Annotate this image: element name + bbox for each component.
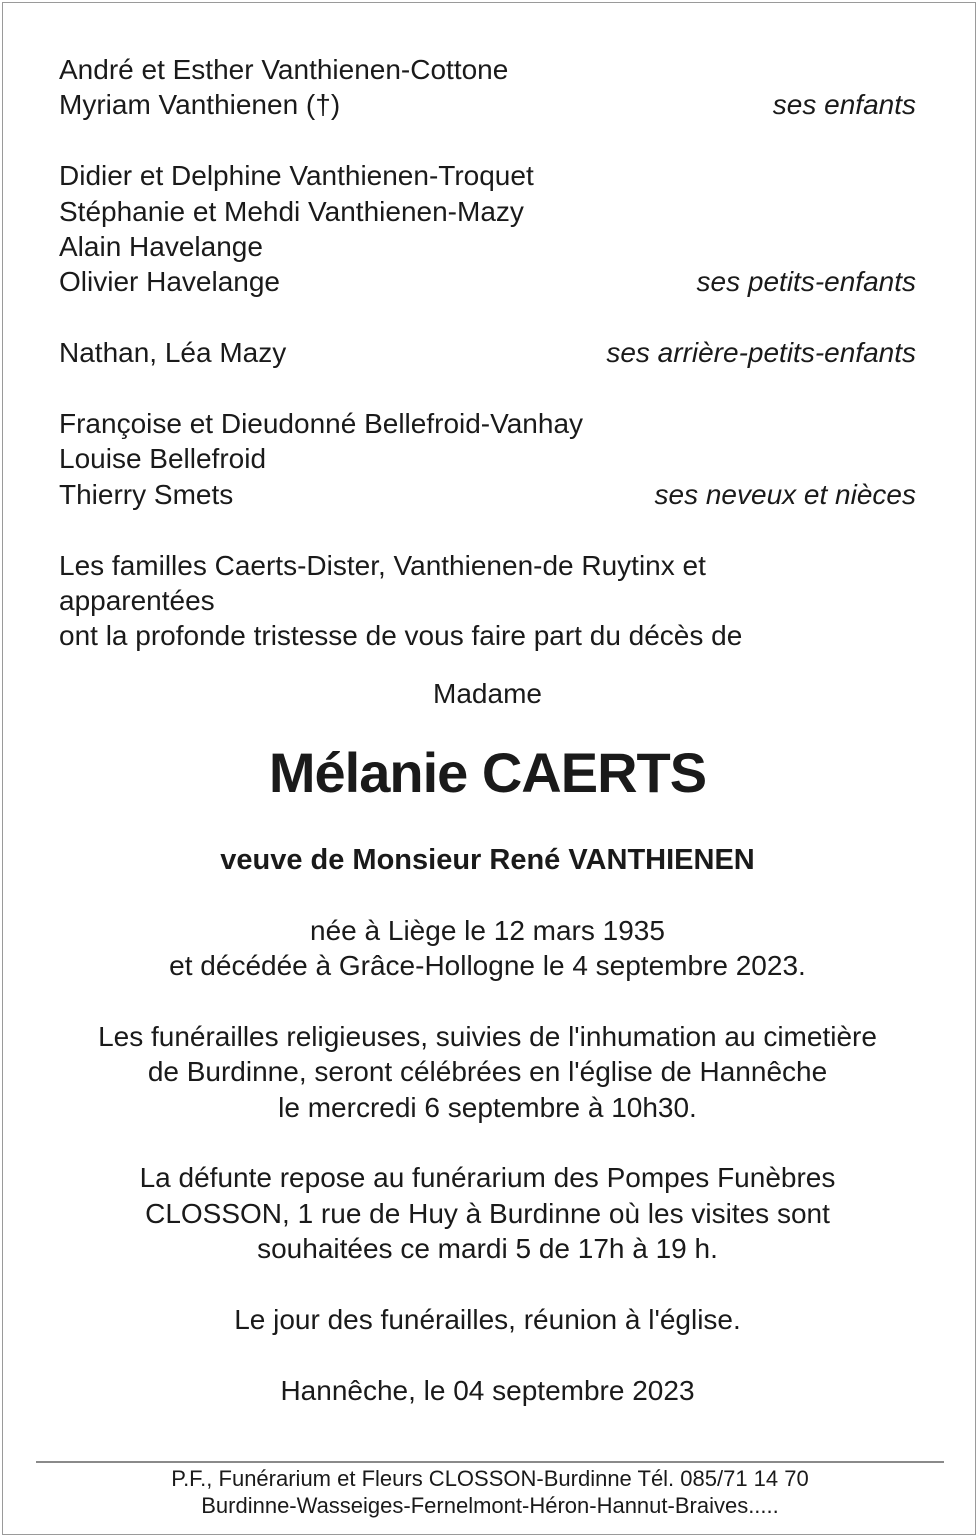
family-member: Thierry Smets <box>59 478 234 510</box>
honorific: Madame <box>433 677 542 709</box>
family-member: Stéphanie et Mehdi Vanthienen-Mazy <box>59 195 524 227</box>
family-group-nephews-nieces <box>59 406 916 512</box>
family-group-children <box>59 52 916 123</box>
gathering-info: Le jour des funérailles, réunion à l'église. <box>234 1304 741 1336</box>
deceased-name: Mélanie CAERTS <box>268 741 707 805</box>
funeral-home-contact: P.F., Funérarium et Fleurs CLOSSON-Burdinne Tél. 085/71 14 70 <box>171 1466 809 1491</box>
family-member: André et Esther Vanthienen-Cottone <box>59 54 509 85</box>
death-notice <box>59 52 916 1408</box>
family-member: Didier et Delphine Vanthienen-Troquet <box>59 160 534 192</box>
family-member: Alain Havelange <box>59 231 263 263</box>
family-member: Françoise et Dieudonné Bellefroid-Vanhay <box>59 408 584 440</box>
family-member: Olivier Havelange <box>59 266 280 298</box>
relation-label: ses enfants <box>772 89 916 121</box>
relation-label: ses petits-enfants <box>696 266 916 298</box>
footer-divider <box>36 1461 944 1463</box>
family-member: Louise Bellefroid <box>59 443 267 475</box>
birth-death-info: née à Liège le 12 mars 1935 et décédée à Grâce-Hollogne le 4 septembre 2023. <box>169 914 806 982</box>
visitation-info: La défunte repose au funérarium des Pompes Funèbres CLOSSON, 1 rue de Huy à Burdinne où les visites sont souhaitées ce mardi 5 de 17h à 19 h. <box>139 1162 836 1265</box>
place-date: Hannêche, le 04 septembre 2023 <box>280 1374 695 1406</box>
family-group-grandchildren <box>59 158 916 300</box>
funeral-home-footer <box>36 1465 944 1519</box>
funeral-home-locations: Burdinne-Wasseiges-Fernelmont-Héron-Hannut-Braives..... <box>201 1493 779 1518</box>
family-member: Nathan, Léa Mazy <box>59 337 287 369</box>
relation-label: ses neveux et nièces <box>654 478 916 510</box>
family-member: Myriam Vanthienen (†) <box>59 89 341 121</box>
widow-of: veuve de Monsieur René VANTHIENEN <box>220 844 755 877</box>
relation-label: ses arrière-petits-enfants <box>606 337 916 369</box>
family-group-great-grandchildren <box>59 335 916 370</box>
announcement: Les familles Caerts-Dister, Vanthienen-de Ruytinx et apparentées ont la profonde tristesse de vous faire part du décès de <box>59 549 743 652</box>
funeral-info: Les funérailles religieuses, suivies de l'inhumation au cimetière de Burdinne, seront célébrées en l'église de Hannêche le mercredi 6 septembre à 10h30. <box>98 1020 877 1123</box>
